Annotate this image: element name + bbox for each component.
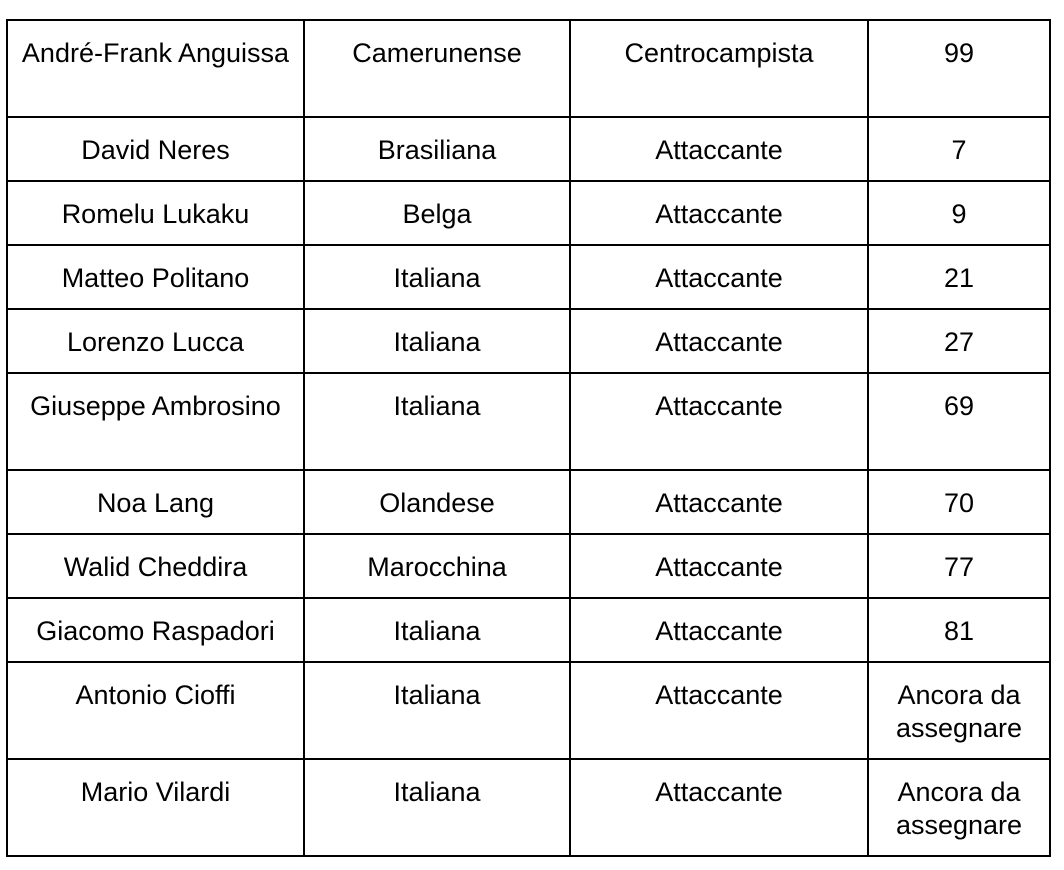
nationality-cell: Marocchina (304, 534, 570, 598)
shirt-number-cell: 21 (868, 245, 1050, 309)
table-row (7, 117, 1050, 181)
shirt-number-cell: 9 (868, 181, 1050, 245)
table-row (7, 534, 1050, 598)
table-row (7, 598, 1050, 662)
role-cell: Attaccante (570, 534, 868, 598)
player-name-cell: Walid Cheddira (7, 534, 304, 598)
shirt-number-cell: 69 (868, 373, 1050, 470)
shirt-number-cell: 27 (868, 309, 1050, 373)
role-cell: Attaccante (570, 598, 868, 662)
shirt-number-cell: 99 (868, 20, 1050, 117)
player-name-cell: Antonio Cioffi (7, 662, 304, 759)
player-name-cell: Giacomo Raspadori (7, 598, 304, 662)
role-cell: Attaccante (570, 373, 868, 470)
player-name-cell: Romelu Lukaku (7, 181, 304, 245)
player-table (6, 19, 1051, 857)
table-row (7, 245, 1050, 309)
shirt-number-cell: 77 (868, 534, 1050, 598)
nationality-cell: Italiana (304, 598, 570, 662)
shirt-number-cell: Ancora da assegnare (868, 662, 1050, 759)
shirt-number-cell: 70 (868, 470, 1050, 534)
table-row (7, 20, 1050, 117)
role-cell: Attaccante (570, 759, 868, 856)
nationality-cell: Brasiliana (304, 117, 570, 181)
nationality-cell: Italiana (304, 759, 570, 856)
role-cell: Attaccante (570, 309, 868, 373)
nationality-cell: Belga (304, 181, 570, 245)
player-name-cell: Giuseppe Ambrosino (7, 373, 304, 470)
table-row (7, 181, 1050, 245)
role-cell: Centrocampista (570, 20, 868, 117)
table-row (7, 470, 1050, 534)
shirt-number-cell: 7 (868, 117, 1050, 181)
role-cell: Attaccante (570, 181, 868, 245)
nationality-cell: Olandese (304, 470, 570, 534)
nationality-cell: Italiana (304, 662, 570, 759)
player-name-cell: Lorenzo Lucca (7, 309, 304, 373)
nationality-cell: Italiana (304, 373, 570, 470)
table-row (7, 373, 1050, 470)
role-cell: Attaccante (570, 662, 868, 759)
player-name-cell: David Neres (7, 117, 304, 181)
table-row (7, 662, 1050, 759)
nationality-cell: Camerunense (304, 20, 570, 117)
player-name-cell: Mario Vilardi (7, 759, 304, 856)
role-cell: Attaccante (570, 470, 868, 534)
player-name-cell: André-Frank Anguissa (7, 20, 304, 117)
nationality-cell: Italiana (304, 309, 570, 373)
role-cell: Attaccante (570, 117, 868, 181)
shirt-number-cell: 81 (868, 598, 1050, 662)
role-cell: Attaccante (570, 245, 868, 309)
player-name-cell: Noa Lang (7, 470, 304, 534)
nationality-cell: Italiana (304, 245, 570, 309)
table-row (7, 309, 1050, 373)
shirt-number-cell: Ancora da assegnare (868, 759, 1050, 856)
table-row (7, 759, 1050, 856)
player-name-cell: Matteo Politano (7, 245, 304, 309)
